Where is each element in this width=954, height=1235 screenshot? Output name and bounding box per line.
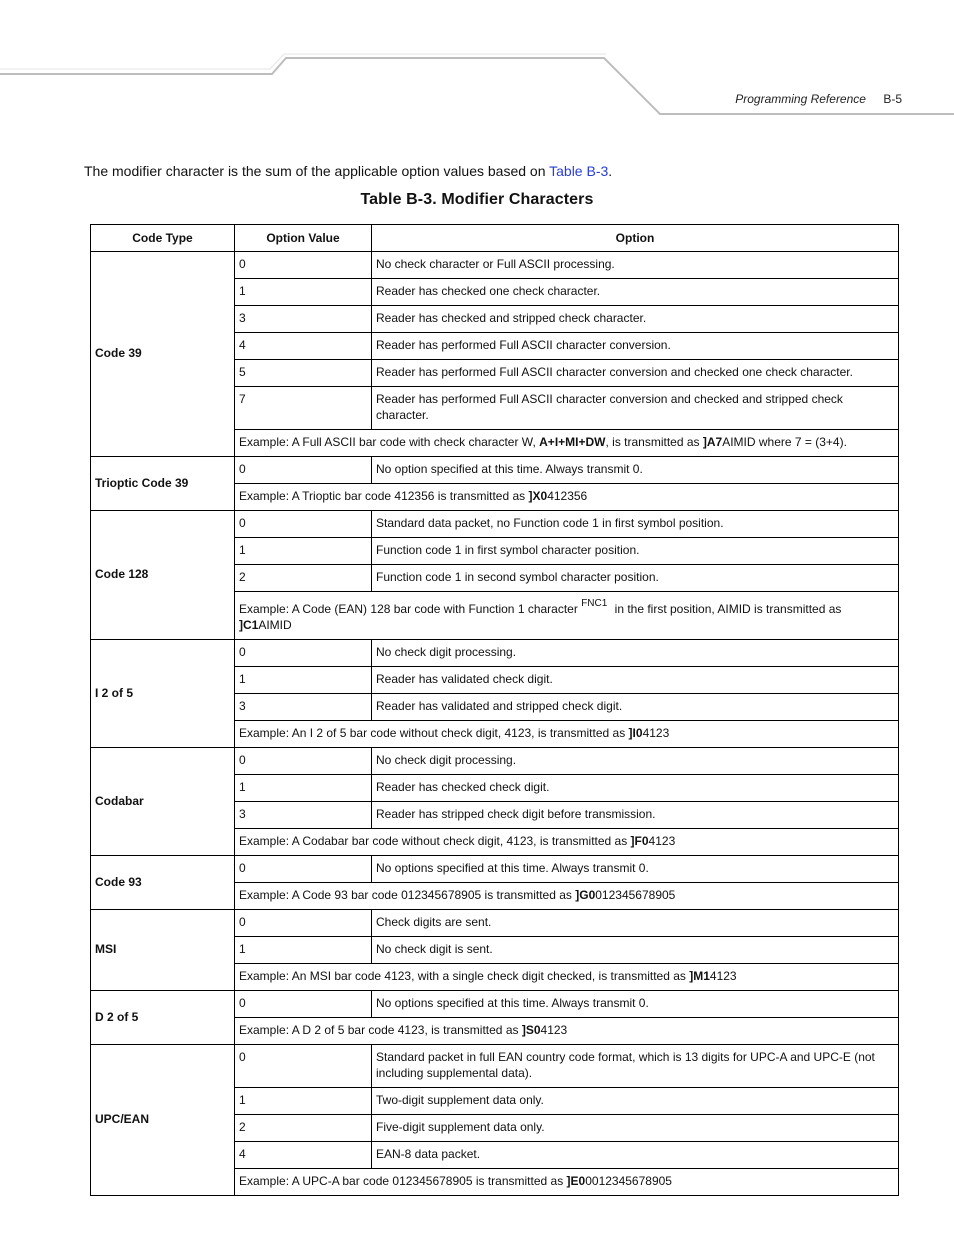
example-cell — [235, 430, 899, 457]
example-output: AIMID — [258, 618, 292, 632]
example-text: Example: A Trioptic bar code 412356 is transmitted as — [239, 489, 529, 503]
option-value-cell: 0 — [235, 910, 372, 937]
code-type-cell: D 2 of 5 — [91, 991, 235, 1045]
option-value-cell: 3 — [235, 694, 372, 721]
option-value-cell: 1 — [235, 775, 372, 802]
option-description-cell: No check digit processing. — [372, 748, 899, 775]
option-value-cell: 0 — [235, 1045, 372, 1088]
option-description-cell: EAN-8 data packet. — [372, 1142, 899, 1169]
option-description-cell: Reader has checked one check character. — [372, 279, 899, 306]
example-text: Example: A D 2 of 5 bar code 4123, is transmitted as — [239, 1023, 522, 1037]
option-value-cell: 4 — [235, 1142, 372, 1169]
option-value-cell: 0 — [235, 457, 372, 484]
option-value-cell: 1 — [235, 538, 372, 565]
option-value-cell: 3 — [235, 306, 372, 333]
code-type-cell: Trioptic Code 39 — [91, 457, 235, 511]
option-value-cell: 0 — [235, 252, 372, 279]
table-row — [91, 748, 899, 775]
option-value-cell: 0 — [235, 856, 372, 883]
option-description-cell: Standard data packet, no Function code 1 in first symbol position. — [372, 511, 899, 538]
option-value-cell: 5 — [235, 360, 372, 387]
table-reference-link[interactable]: Table B-3 — [549, 163, 609, 179]
option-value-cell: 1 — [235, 1088, 372, 1115]
option-value-cell: 1 — [235, 667, 372, 694]
aim-identifier: ]A7 — [702, 435, 723, 449]
example-text: in the first position, AIMID is transmitted as — [611, 602, 842, 616]
aim-identifier: ]M1 — [689, 969, 710, 983]
table-row — [91, 856, 899, 883]
example-text: Example: A Full ASCII bar code with check character W, — [239, 435, 540, 449]
option-description-cell: Function code 1 in first symbol character position. — [372, 538, 899, 565]
option-value-cell: 0 — [235, 748, 372, 775]
option-value-cell: 2 — [235, 1115, 372, 1142]
table-header-row — [91, 225, 899, 252]
option-description-cell: Standard packet in full EAN country code format, which is 13 digits for UPC-A and UPC-E (not including supplemental data). — [372, 1045, 899, 1088]
option-value-cell: 0 — [235, 511, 372, 538]
example-output: 412356 — [547, 489, 588, 503]
option-value-cell: 0 — [235, 991, 372, 1018]
table-row — [91, 910, 899, 937]
example-text: Example: An MSI bar code 4123, with a single check digit checked, is transmitted as — [239, 969, 690, 983]
option-description-cell: No options specified at this time. Always transmit 0. — [372, 856, 899, 883]
table-row — [91, 457, 899, 484]
option-description-cell: No check character or Full ASCII processing. — [372, 252, 899, 279]
aim-identifier: ]S0 — [521, 1023, 541, 1037]
option-value-cell: 0 — [235, 640, 372, 667]
example-text: Example: A Codabar bar code without check digit, 4123, is transmitted as — [239, 834, 631, 848]
table-row — [91, 511, 899, 538]
option-value-cell: 7 — [235, 387, 372, 430]
example-output: 4123 — [540, 1023, 568, 1037]
option-description-cell: Reader has checked check digit. — [372, 775, 899, 802]
modifier-characters-table — [90, 224, 899, 1196]
example-cell — [235, 721, 899, 748]
option-description-cell: Reader has checked and stripped check character. — [372, 306, 899, 333]
option-value-cell: 4 — [235, 333, 372, 360]
option-description-cell: No option specified at this time. Always transmit 0. — [372, 457, 899, 484]
code-type-cell: I 2 of 5 — [91, 640, 235, 748]
example-cell — [235, 484, 899, 511]
option-description-cell: No check digit is sent. — [372, 937, 899, 964]
option-description-cell: No check digit processing. — [372, 640, 899, 667]
option-value-cell: 1 — [235, 279, 372, 306]
table-body — [91, 252, 899, 1196]
option-value-cell: 3 — [235, 802, 372, 829]
intro-text: The modifier character is the sum of the applicable option values based on — [84, 163, 550, 179]
intro-paragraph — [84, 163, 612, 179]
example-cell — [235, 883, 899, 910]
table-row — [91, 991, 899, 1018]
table-row — [91, 640, 899, 667]
option-description-cell: Reader has performed Full ASCII character conversion and checked and stripped check character. — [372, 387, 899, 430]
column-header-option-value: Option Value — [235, 225, 372, 252]
code-type-cell: Codabar — [91, 748, 235, 856]
option-description-cell: Reader has stripped check digit before transmission. — [372, 802, 899, 829]
example-output: 0012345678905 — [585, 1174, 672, 1188]
example-output: 4123 — [642, 726, 670, 740]
section-title: Programming Reference — [735, 92, 866, 106]
intro-end: . — [608, 163, 613, 179]
option-description-cell: Five-digit supplement data only. — [372, 1115, 899, 1142]
page-number: B-5 — [883, 92, 902, 106]
code-type-cell: Code 93 — [91, 856, 235, 910]
code-type-cell: MSI — [91, 910, 235, 991]
aim-identifier: ]I0 — [628, 726, 643, 740]
example-output: 012345678905 — [595, 888, 676, 902]
aim-identifier: ]C1 — [239, 618, 259, 632]
example-cell — [235, 592, 899, 640]
option-description-cell: Function code 1 in second symbol character position. — [372, 565, 899, 592]
example-cell — [235, 1169, 899, 1196]
example-bar-code-data: A+I+MI+DW — [539, 435, 606, 449]
option-description-cell: Reader has validated and stripped check digit. — [372, 694, 899, 721]
running-header — [735, 92, 902, 106]
option-description-cell: Two-digit supplement data only. — [372, 1088, 899, 1115]
code-type-cell: Code 39 — [91, 252, 235, 457]
aim-identifier: ]X0 — [528, 489, 548, 503]
column-header-option: Option — [372, 225, 899, 252]
code-type-cell: Code 128 — [91, 511, 235, 640]
aim-identifier: ]F0 — [630, 834, 649, 848]
example-output: 4123 — [709, 969, 737, 983]
option-value-cell: 1 — [235, 937, 372, 964]
example-output: AIMID where 7 = (3+4). — [722, 435, 847, 449]
option-value-cell: 2 — [235, 565, 372, 592]
table-row — [91, 1045, 899, 1088]
example-cell — [235, 964, 899, 991]
aim-identifier: ]G0 — [575, 888, 596, 902]
code-type-cell: UPC/EAN — [91, 1045, 235, 1196]
option-description-cell: Reader has validated check digit. — [372, 667, 899, 694]
example-text: , is transmitted as — [605, 435, 703, 449]
column-header-code-type: Code Type — [91, 225, 235, 252]
option-description-cell: No options specified at this time. Always transmit 0. — [372, 991, 899, 1018]
option-description-cell: Reader has performed Full ASCII character conversion. — [372, 333, 899, 360]
option-description-cell: Reader has performed Full ASCII character conversion and checked one check character. — [372, 360, 899, 387]
aim-identifier: ]E0 — [566, 1174, 586, 1188]
example-cell — [235, 1018, 899, 1045]
example-output: 4123 — [648, 834, 676, 848]
fnc1-superscript: FNC1 — [581, 598, 608, 609]
example-text: Example: An I 2 of 5 bar code without check digit, 4123, is transmitted as — [239, 726, 629, 740]
example-text: Example: A Code 93 bar code 012345678905 is transmitted as — [239, 888, 576, 902]
example-cell — [235, 829, 899, 856]
table-row — [91, 252, 899, 279]
example-text: Example: A Code (EAN) 128 bar code with Function 1 character — [239, 602, 582, 616]
table-caption: Table B-3. Modifier Characters — [360, 191, 594, 208]
option-description-cell: Check digits are sent. — [372, 910, 899, 937]
example-text: Example: A UPC-A bar code 012345678905 is transmitted as — [239, 1174, 567, 1188]
